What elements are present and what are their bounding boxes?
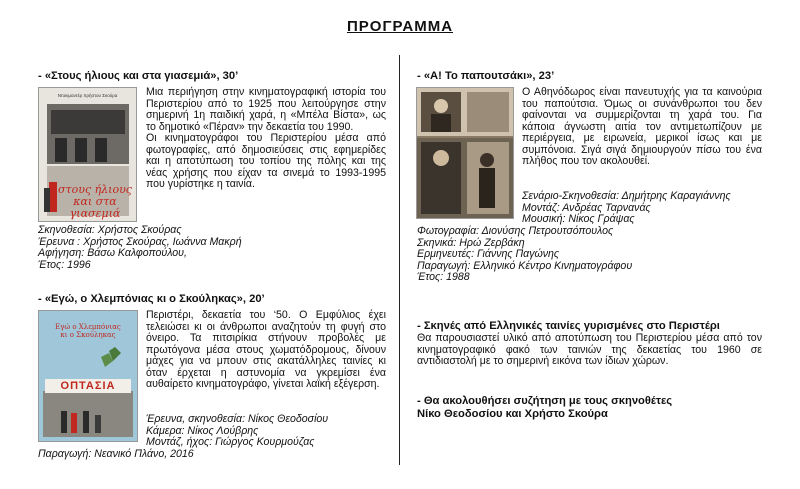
- film1-heading: - «Στους ήλιους και στα γιασεμιά», 30’: [38, 70, 239, 82]
- film3-credits: Φωτογραφία: Διονύσης Πετρουτσόπουλος Σκηνικά: Ηρώ Ζερβάκη Ερμηνευτές: Γιάννης Παγώνης Παραγωγή: Ελληνικό Κέντρο Κινηματογράφου Έτος: 1988: [417, 225, 633, 283]
- poster-title: στους ήλιους και στα γιασεμιά: [58, 183, 132, 220]
- film3-description: Ο Αθηνόδωρος είναι πανευτυχής για τα καινούρια του παπούτσια. Όμως οι συνάνθρωποι του δεν φαίνονται να συμμερίζονται τη χαρά του. Για κάποια άγνωστη αιτία τον αντιμετωπίζουν με περιέργεια, με ειρωνεία, μερικοί ίσως και με συμπόνοια. Σιγά σιγά δημιουργούν πίσω του ένα πλήθος που τον ακολουθεί.: [522, 86, 762, 167]
- discussion-line1: - Θα ακολουθήσει συζήτηση με τους σκηνοθέτες: [417, 395, 673, 407]
- film1-description: Μια περιήγηση στην κινηματογραφική ιστορία του Περιστερίου από το 1925 που λειτούργησε στην σημερινή 1η παιδική χαρά, η «Μπέλα Βίστα», ως το δημοτικό «Πέραν» την δεκαετία του 1990. Οι κινηματογράφοι του Περιστερίου μέσα από φωτογραφίες, από δημοσιεύσεις στις εφημερίδες και η αποτύπωση του τοπίου της πόλης και της νέας χρήσης που είχαν τα σινεμά το 1993-1995 που γυρίστηκε η ταινία.: [146, 86, 386, 190]
- page-title: ΠΡΟΓΡΑΜΜΑ: [346, 18, 454, 35]
- scenes-heading: - Σκηνές από Ελληνικές ταινίες γυρισμένες στο Περιστέρι: [417, 320, 720, 332]
- film2-poster: [38, 310, 138, 442]
- film2-credits: Έρευνα, σκηνοθεσία: Νίκος Θεοδοσίου Κάμερα: Νίκος Λούβρης Μοντάζ, ήχος: Γιώργος Κουρμούζας: [146, 413, 329, 448]
- poster-sign: ΟΠΤΑΣΙΑ: [45, 379, 131, 393]
- film3-photo-collage: [416, 87, 514, 219]
- film1-credits: Σκηνοθεσία: Χρήστος Σκούρας Έρευνα : Χρήστος Σκούρας, Ιωάννα Μακρή Αφήγηση: Βάσω Καλφοπούλου, Έτος: 1996: [38, 224, 242, 271]
- column-divider: [399, 55, 400, 465]
- film2-description: Περιστέρι, δεκαετία του ‘50. Ο Εμφύλιος έχει τελειώσει κι οι άνθρωποι αναζητούν τη φυγή στο όνειρο. Τα πιτσιρίκια στήνουν προβολές με πρωτόγονα μέσα στους χωματόδρομους, δίνουν μάχες για να μπουν στις ακατάλληλες ταινίες κι όταν έρχεται η αστυνομία να γκρεμίσει ένα αυθαίρετο κινηματογράφο, γίνεται λαϊκή εξέγερση.: [146, 309, 386, 390]
- poster-credit-line: Ντοκιμαντέρ Χρήστου Σκούρα: [57, 93, 118, 98]
- scenes-description: Θα παρουσιαστεί υλικό από αποτύπωση του Περιστερίου μέσα από τον κινηματογραφικό φακό των ταινιών της δεκαετίας του 1960 σε αντιδιαστολή με το σημερινή εικόνα των ίδιων χώρων.: [417, 332, 762, 367]
- film1-poster: [38, 87, 137, 222]
- poster-title: Εγώ ο Χλεμπόνιας κι ο Σκούληκας: [55, 323, 121, 339]
- film2-production: Παραγωγή: Νεανικό Πλάνο, 2016: [38, 448, 194, 460]
- photo-art: [417, 88, 513, 218]
- poster-art: [39, 311, 137, 441]
- film3-credits-inline: Σενάριο-Σκηνοθεσία: Δημήτρης Καραγιάννης Μοντάζ: Ανδρέας Ταρνανάς Μουσική: Νίκος Γράψας: [522, 190, 731, 225]
- film3-heading: - «Α! Το παπουτσάκι», 23’: [417, 70, 555, 82]
- film2-heading: - «Εγώ, ο Χλεμπόνιας κι ο Σκούληκας», 20’: [38, 293, 265, 305]
- discussion-line2: Νίκο Θεοδοσίου και Χρήστο Σκούρα: [417, 408, 608, 420]
